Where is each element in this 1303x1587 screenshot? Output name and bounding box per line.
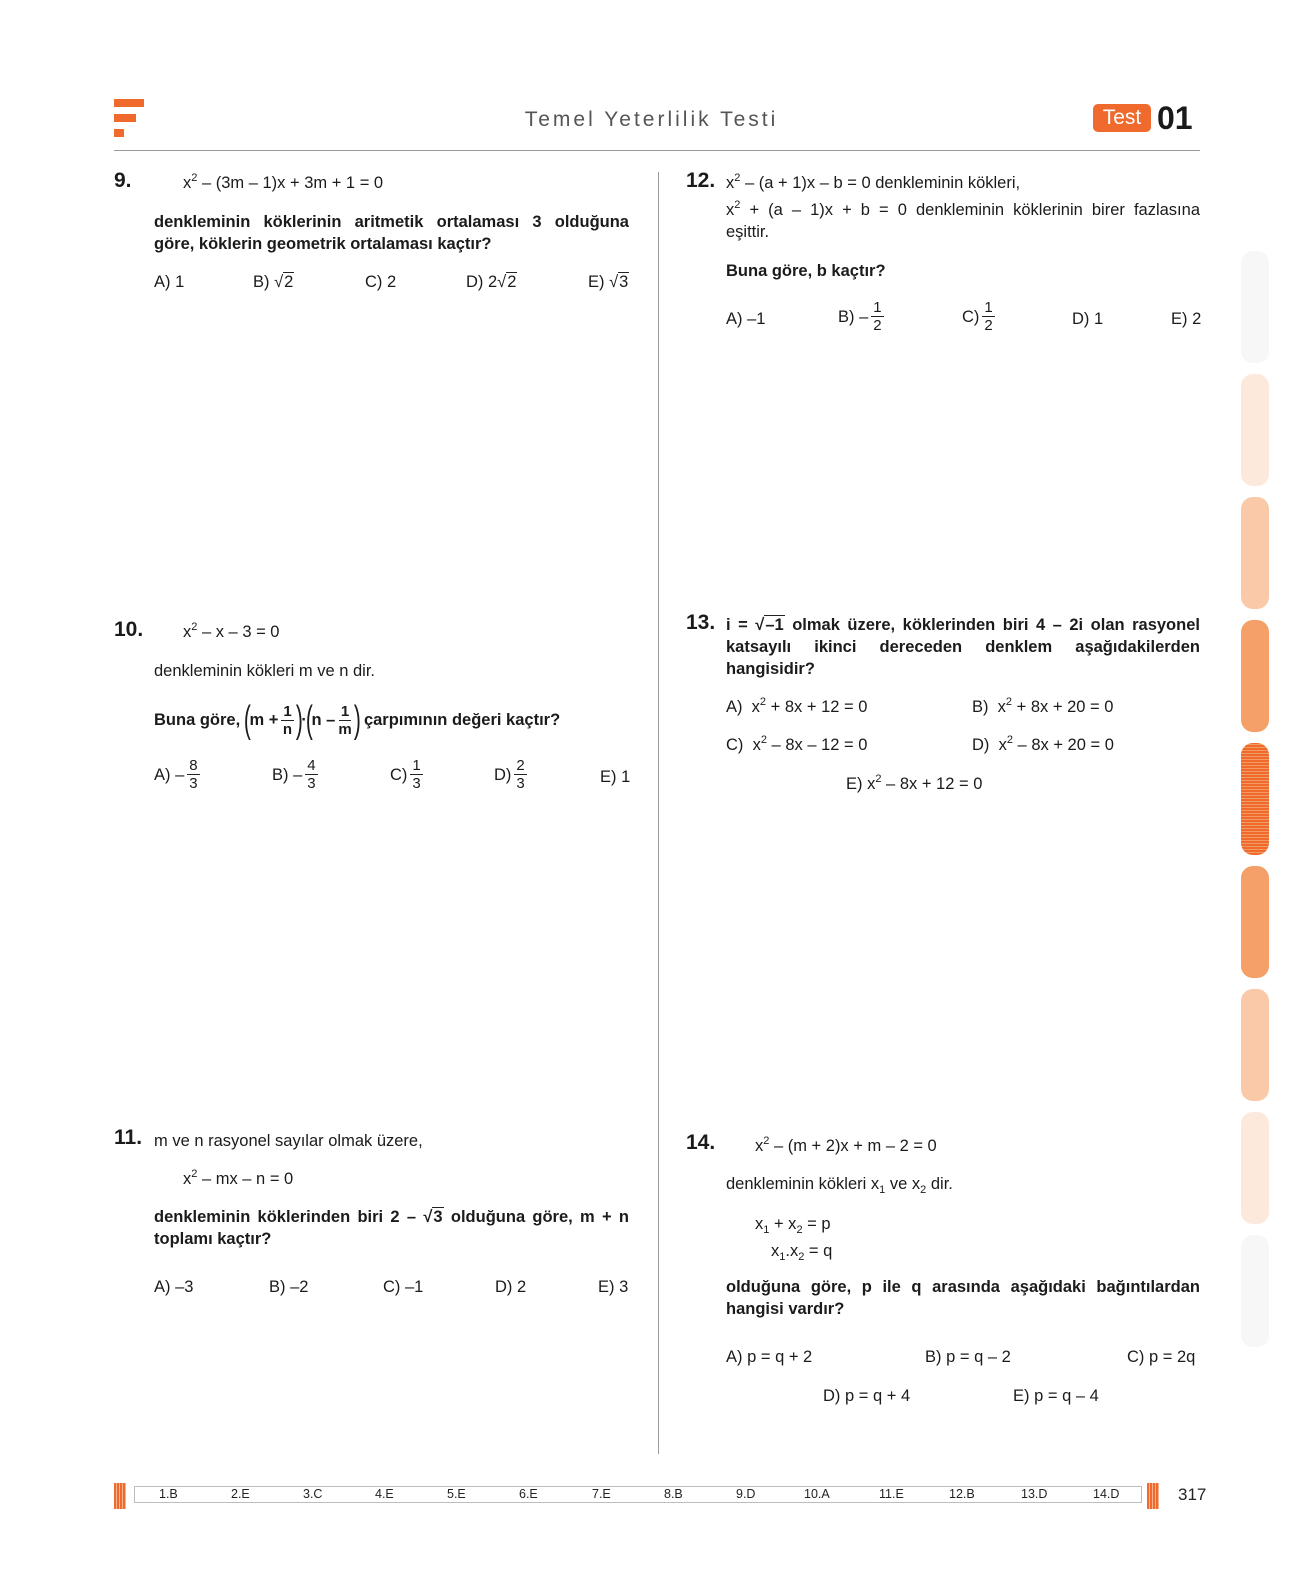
answer-key-item: 9.D — [736, 1487, 756, 1501]
answer-key-item: 2.E — [231, 1487, 250, 1501]
question-13-number: 13. — [686, 611, 716, 634]
answer-key-item: 1.B — [159, 1487, 178, 1501]
question-14-equation: $x^2 - (m + 2)x + m - 2 = 0$ — [755, 1135, 937, 1155]
side-tab-9[interactable] — [1241, 1235, 1269, 1347]
question-14-option-e[interactable]: E) p = q – 4 — [1013, 1387, 1099, 1405]
question-14-number: 14. — [686, 1131, 716, 1154]
side-tab-6[interactable] — [1241, 866, 1269, 978]
answer-key-item: 14.D — [1093, 1487, 1120, 1501]
answer-key-item: 6.E — [519, 1487, 538, 1501]
question-10-question: Buna göre, ( m + $\frac{1}{n}$ ) · ( n – $\frac{1}{m}$ ) çarpımının değeri kaçtır? — [154, 699, 561, 741]
answer-bar-right-stripe — [1147, 1483, 1159, 1509]
question-10-number: 10. — [114, 618, 144, 641]
question-11-tail: toplamı kaçtır? — [154, 1230, 272, 1248]
question-11-equation: $x^2$ – mx – n = 0 — [183, 1168, 294, 1188]
answer-key-item: 10.A — [804, 1487, 830, 1501]
question-12-option-c[interactable]: C) $\frac{1}{2}$ — [962, 299, 993, 334]
question-13-option-a[interactable]: A) $x^2 + 8x + 12 = 0$ — [726, 696, 868, 716]
question-9-equation: $x^2 - (3m - 1)x + 3m + 1 = 0$ — [183, 172, 384, 192]
side-tab-7[interactable] — [1241, 989, 1269, 1101]
question-9-option-c[interactable]: C) 2 — [365, 273, 397, 291]
question-9-option-a[interactable]: A) 1 — [154, 273, 185, 291]
question-10-option-c[interactable]: C) $\frac{1}{3}$ — [390, 757, 421, 792]
side-tab-5-active[interactable] — [1241, 743, 1269, 855]
question-14-option-c[interactable]: C) p = 2q — [1127, 1348, 1196, 1366]
question-12-line-2: $x^2 + (a - 1)x + b = 0$ denkleminin köklerinin birer fazlasına — [726, 199, 1200, 219]
question-12-option-b[interactable]: B) – $\frac{1}{2}$ — [838, 299, 882, 334]
question-14-option-b[interactable]: B) p = q – 2 — [925, 1348, 1011, 1366]
answer-key-item: 4.E — [375, 1487, 394, 1501]
question-13-option-d[interactable]: D) $x^2 - 8x + 20 = 0$ — [972, 734, 1114, 754]
question-12-option-e[interactable]: E) 2 — [1171, 310, 1202, 328]
test-badge: Test — [1093, 104, 1151, 132]
question-12-question: Buna göre, b kaçtır? — [726, 262, 886, 280]
page-title: Temel Yeterlilik Testi — [524, 108, 779, 131]
question-10-buna: Buna göre, — [154, 711, 241, 729]
question-11-option-b[interactable]: B) –2 — [269, 1278, 309, 1296]
question-12-option-a[interactable]: A) –1 — [726, 310, 766, 328]
question-13-option-e[interactable]: E) $x^2 - 8x + 12 = 0$ — [846, 773, 983, 793]
answer-key-item: 13.D — [1021, 1487, 1048, 1501]
question-12-line-1: $x^2 - (a + 1)x - b = 0$ denkleminin kökleri, — [726, 172, 1021, 192]
question-11-option-c[interactable]: C) –1 — [383, 1278, 424, 1296]
header-divider — [114, 150, 1200, 151]
question-10-stem: denkleminin kökleri m ve n dir. — [154, 662, 376, 680]
answer-key-item: 7.E — [592, 1487, 611, 1501]
side-tab-3[interactable] — [1241, 497, 1269, 609]
question-11-number: 11. — [114, 1126, 143, 1149]
question-14-stem: denkleminin kökleri $x_1$ ve $x_2$ dir. — [726, 1175, 953, 1196]
answer-key-item: 11.E — [879, 1487, 904, 1501]
question-11-option-d[interactable]: D) 2 — [495, 1278, 527, 1296]
question-10-equation: $x^2 - x - 3 = 0$ — [183, 621, 280, 641]
question-14-question: olduğuna göre, p ile q arasında aşağıdaki bağıntılardan hangisi vardır? — [726, 1278, 1200, 1318]
question-10-option-a[interactable]: A) – $\frac{8}{3}$ — [154, 757, 198, 792]
question-9-text: denkleminin köklerinin aritmetik ortalaması 3 olduğuna göre, köklerin geometrik ortalaması kaçtır? — [154, 213, 629, 253]
question-9-option-d[interactable]: D) 2√2 — [466, 273, 517, 291]
question-11-option-a[interactable]: A) –3 — [154, 1278, 194, 1296]
question-13-text: i = √–1 olmak üzere, köklerinden biri 4 – 2i olan rasyonel katsayılı ikinci dereceden denklem aşağıdakilerden hangisidir? — [726, 616, 1200, 678]
answer-bar-left-stripe — [114, 1483, 126, 1509]
test-number: 01 — [1157, 100, 1193, 136]
answer-key-item: 8.B — [664, 1487, 683, 1501]
question-9-number: 9. — [114, 169, 132, 192]
question-13-option-c[interactable]: C) $x^2 - 8x - 12 = 0$ — [726, 734, 868, 754]
answer-key-item: 5.E — [447, 1487, 466, 1501]
question-12-option-d[interactable]: D) 1 — [1072, 310, 1104, 328]
page-number: 317 — [1178, 1485, 1207, 1504]
question-14-product: $x_1.x_2 = q$ — [771, 1242, 833, 1263]
question-9-option-b[interactable]: B) √2 — [253, 273, 294, 291]
answer-key-item: 12.B — [949, 1487, 975, 1501]
answer-key-bar — [134, 1486, 1142, 1503]
column-divider — [658, 172, 659, 1454]
question-14-option-a[interactable]: A) p = q + 2 — [726, 1348, 813, 1366]
question-11-intro: m ve n rasyonel sayılar olmak üzere, — [154, 1132, 423, 1150]
question-10-tail: çarpımının değeri kaçtır? — [363, 711, 561, 729]
question-10-option-b[interactable]: B) – $\frac{4}{3}$ — [272, 757, 316, 792]
question-14-sum: $x_1 + x_2 = p$ — [755, 1215, 831, 1236]
question-13-option-b[interactable]: B) $x^2 + 8x + 20 = 0$ — [972, 696, 1114, 716]
question-11-text: denkleminin köklerinden biri 2 – √3 olduğuna göre, m + n toplamı kaçtır? — [154, 1208, 629, 1248]
question-9-option-e[interactable]: E) √3 — [588, 273, 629, 291]
question-10-option-e[interactable]: E) 1 — [600, 768, 631, 786]
side-tab-2[interactable] — [1241, 374, 1269, 486]
question-12-line-3: eşittir. — [726, 223, 770, 241]
question-12-number: 12. — [686, 169, 716, 192]
question-14-option-d[interactable]: D) p = q + 4 — [823, 1387, 911, 1405]
side-tab-1[interactable] — [1241, 251, 1269, 363]
answer-key-item: 3.C — [303, 1487, 323, 1501]
side-tab-8[interactable] — [1241, 1112, 1269, 1224]
side-tab-4[interactable] — [1241, 620, 1269, 732]
question-11-option-e[interactable]: E) 3 — [598, 1278, 629, 1296]
question-10-option-d[interactable]: D) $\frac{2}{3}$ — [494, 757, 525, 792]
